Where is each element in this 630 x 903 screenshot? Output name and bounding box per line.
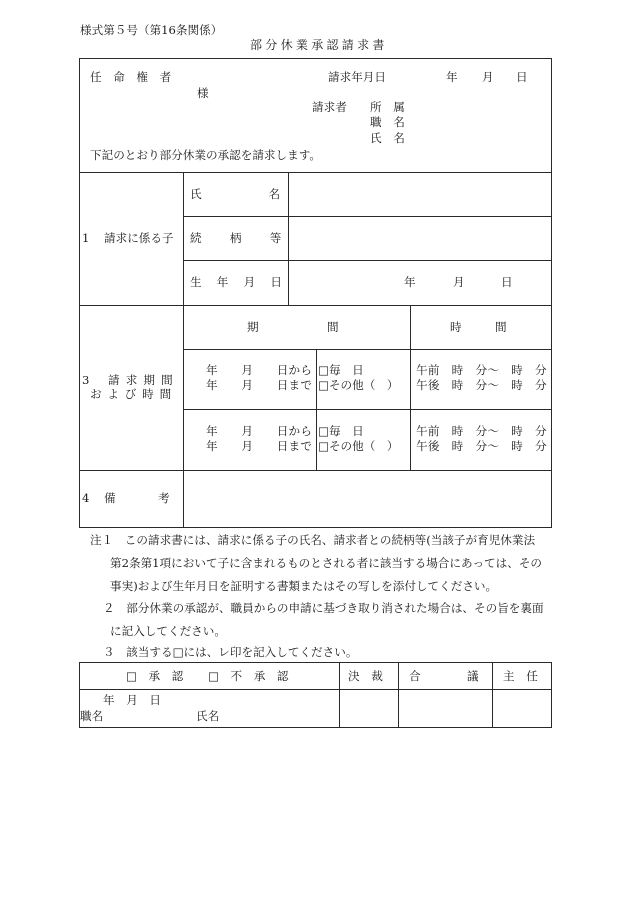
period-row-2-from: 年 月 日から	[206, 424, 313, 438]
note-2-line-1: ２ 部分休業の承認が、職員からの申請に基づき取り消された場合は、その旨を裏面	[103, 601, 544, 615]
child-birthdate-month: 月	[453, 275, 465, 289]
request-date-label: 請求年月日	[328, 70, 386, 84]
approval-date-label: 年 月 日	[103, 693, 161, 707]
time-header: 時 間	[450, 320, 510, 334]
request-date-day: 日	[516, 70, 528, 84]
appointer-honorific: 様	[197, 86, 209, 100]
period-section-number: 3	[82, 373, 90, 387]
child-section-number: 1	[82, 231, 90, 245]
period-row-2-time-am: 午前 時 分～ 時 分	[416, 424, 547, 438]
period-row-1-to: 年 月 日まで	[206, 378, 313, 392]
period-row-2-option-other: □その他（ ）	[318, 439, 399, 453]
requester-position-label: 職 名	[370, 115, 405, 129]
note-1-line-3: 事実)および生年月日を証明する書類またはその写しを添付してください。	[110, 579, 498, 593]
period-row-1-option-daily: □毎 日	[318, 363, 364, 377]
period-row-1-option-other: □その他（ ）	[318, 378, 399, 392]
child-name-label: 氏 名	[190, 187, 285, 201]
form-number: 様式第５号（第16条関係）	[80, 23, 223, 37]
requester-department-label: 所 属	[370, 100, 405, 114]
approver-name-label: 氏名	[196, 709, 220, 723]
chief-label: 主 任	[503, 669, 538, 683]
period-section-label-line1: 請求期間	[108, 373, 179, 387]
requester-label: 請求者	[312, 100, 347, 114]
form-title: 部分休業承認請求書	[250, 38, 388, 52]
approver-position-label: 職名	[80, 709, 104, 723]
requester-name-label: 氏 名	[370, 131, 405, 145]
child-section-label: 請求に係る子	[104, 231, 174, 245]
request-statement: 下記のとおり部分休業の承認を請求します。	[90, 148, 321, 162]
remarks-section-number: 4	[82, 491, 90, 505]
period-row-2-time-pm: 午後 時 分～ 時 分	[416, 439, 547, 453]
chief-stamp-cell	[492, 689, 552, 728]
period-header: 期 間	[247, 320, 343, 334]
consultation-label: 合 議	[409, 669, 479, 683]
period-row-1-from: 年 月 日から	[206, 363, 313, 377]
period-row-1-time-pm: 午後 時 分～ 時 分	[416, 378, 547, 392]
child-birthdate-year: 年	[404, 275, 416, 289]
decision-stamp-cell	[339, 689, 399, 728]
remarks-value-cell	[183, 470, 552, 528]
child-relation-value-cell	[288, 216, 552, 261]
note-1-line-2: 第2条第1項において子に含まれるものとされる者に該当する場合にあっては、その	[110, 556, 543, 570]
period-section-label-line2: および時間	[90, 387, 177, 401]
request-date-month: 月	[482, 70, 494, 84]
reject-option: □ 不 承 認	[208, 669, 289, 683]
child-name-value-cell	[288, 172, 552, 217]
period-row-2-option-daily: □毎 日	[318, 424, 364, 438]
consultation-stamp-cell	[398, 689, 493, 728]
approve-option: □ 承 認	[126, 669, 184, 683]
request-date-year: 年	[446, 70, 458, 84]
child-relation-label: 続 柄 等	[190, 231, 284, 245]
period-row-1-time-am: 午前 時 分～ 時 分	[416, 363, 547, 377]
child-birthdate-label: 生 年 月 日	[190, 275, 284, 289]
note-1-line-1: 注１ この請求書には、請求に係る子の氏名、請求者との続柄等(当該子が育児休業法	[90, 533, 536, 547]
appointer-label: 任 命 権 者	[90, 70, 172, 84]
period-row-2-to: 年 月 日まで	[206, 439, 313, 453]
decision-label: 決 裁	[348, 669, 383, 683]
remarks-label: 備 考	[104, 491, 172, 505]
child-birthdate-day: 日	[501, 275, 513, 289]
note-2-line-2: に記入してください。	[110, 624, 226, 638]
note-3-line-1: ３ 該当する□には、レ印を記入してください。	[103, 645, 358, 659]
